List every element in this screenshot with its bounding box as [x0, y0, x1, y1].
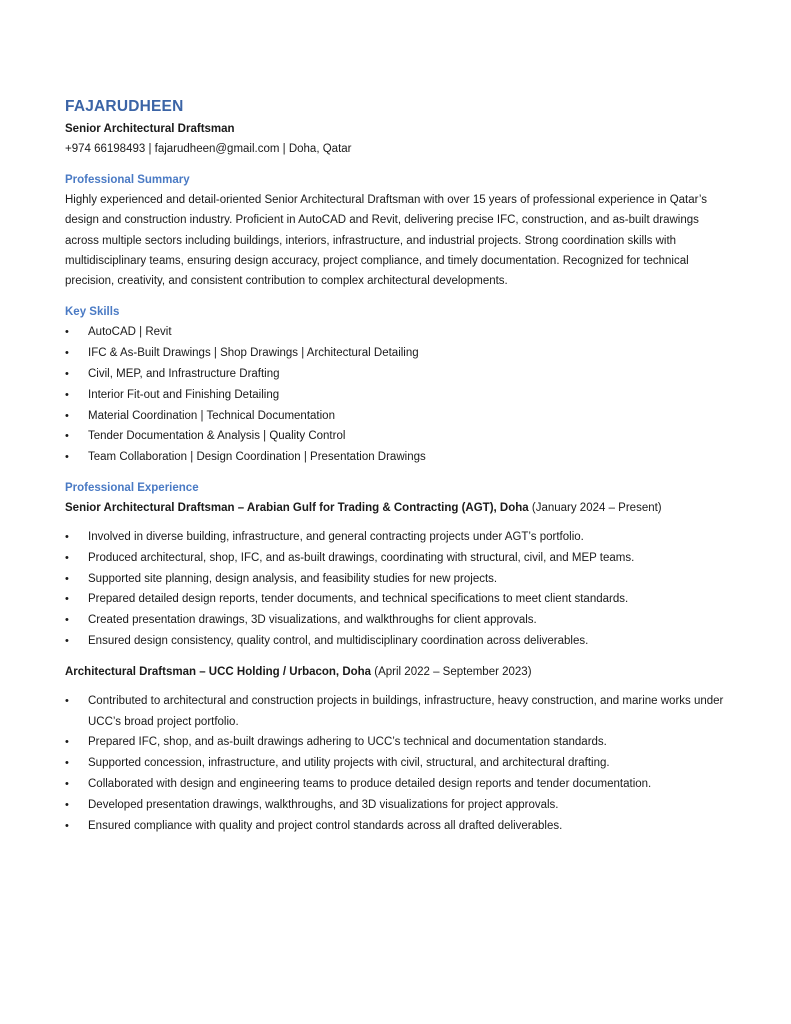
bullet-icon: •: [65, 635, 69, 648]
contact-line: +974 66198493 | fajarudheen@gmail.com | Doha, Qatar: [65, 143, 352, 155]
skills-list: [65, 322, 725, 468]
job-bullet-text: Contributed to architectural and construction projects in buildings, infrastructure, heavy construction, and marine works under UCC’s broad project portfolio.: [88, 694, 724, 728]
bullet-icon: •: [65, 798, 69, 811]
job-dates: (April 2022 – September 2023): [371, 665, 532, 678]
list-item: [65, 343, 725, 364]
bullet-icon: •: [65, 593, 69, 606]
job-role-company: Senior Architectural Draftsman – Arabian Gulf for Trading & Contracting (AGT), Doha: [65, 502, 529, 515]
skills-heading: Key Skills: [65, 306, 120, 319]
bullet-icon: •: [65, 614, 69, 627]
job-bullet-text: Involved in diverse building, infrastructure, and general contracting projects under AGT’s portfolio.: [88, 531, 584, 544]
bullet-icon: •: [65, 757, 69, 770]
bullet-icon: •: [65, 388, 69, 401]
bullet-icon: •: [65, 694, 69, 707]
job-role-company: Architectural Draftsman – UCC Holding / Urbacon, Doha: [65, 665, 372, 678]
job-heading-agt: [65, 498, 725, 518]
job-bullet-text: Prepared detailed design reports, tender documents, and technical specifications to meet client standards.: [88, 593, 629, 606]
summary-text: Highly experienced and detail-oriented Senior Architectural Draftsman with over 15 years of professional experience in Qatar’s design and construction industry. Proficient in AutoCAD and Revit, delivering precise IFC, construction, and as-built drawings across multiple sectors including buildings, interiors, infrastructure, and industrial projects. Strong coordination skills with multidisciplinary teams, ensuring design accuracy, project compliance, and timely documentation. Recognized for technical precision, creativity, and consistent contribution to complex architectural developments.: [65, 194, 707, 288]
job-bullets-ucc: [65, 691, 725, 837]
list-item: [65, 406, 725, 427]
bullet-icon: •: [65, 451, 69, 464]
job-heading-ucc: [65, 662, 725, 682]
bullet-icon: •: [65, 430, 69, 443]
skill-text: Tender Documentation & Analysis | Quality Control: [88, 430, 346, 443]
job-bullets-agt: [65, 527, 725, 652]
bullet-icon: •: [65, 778, 69, 791]
list-item: [65, 774, 725, 795]
list-item: [65, 610, 725, 631]
list-item: [65, 816, 725, 837]
candidate-name: FAJARUDHEEN: [65, 98, 184, 115]
skill-text: AutoCAD | Revit: [88, 326, 172, 339]
candidate-title: Senior Architectural Draftsman: [65, 123, 235, 135]
bullet-icon: •: [65, 409, 69, 422]
list-item: [65, 753, 725, 774]
list-item: [65, 364, 725, 385]
job-dates: (January 2024 – Present): [528, 502, 662, 515]
list-item: [65, 426, 725, 447]
job-bullet-text: Ensured compliance with quality and project control standards across all drafted deliverables.: [88, 819, 563, 832]
job-bullet-text: Ensured design consistency, quality control, and multidisciplinary coordination across deliverables.: [88, 635, 589, 648]
list-item: [65, 691, 725, 733]
list-item: [65, 569, 725, 590]
skill-text: IFC & As-Built Drawings | Shop Drawings | Architectural Detailing: [88, 347, 419, 360]
skill-text: Civil, MEP, and Infrastructure Drafting: [88, 368, 280, 381]
list-item: [65, 447, 725, 468]
job-bullet-text: Prepared IFC, shop, and as-built drawings adhering to UCC’s technical and documentation standards.: [88, 736, 607, 749]
job-bullet-text: Supported site planning, design analysis, and feasibility studies for new projects.: [88, 572, 498, 585]
skill-text: Team Collaboration | Design Coordination | Presentation Drawings: [88, 451, 426, 464]
list-item: [65, 732, 725, 753]
list-item: [65, 322, 725, 343]
skill-text: Material Coordination | Technical Documentation: [88, 409, 335, 422]
job-bullet-text: Collaborated with design and engineering teams to produce detailed design reports and tender documentation.: [88, 778, 652, 791]
job-bullet-text: Developed presentation drawings, walkthroughs, and 3D visualizations for project approvals.: [88, 798, 559, 811]
job-bullet-text: Produced architectural, shop, IFC, and as-built drawings, coordinating with structural, civil, and MEP teams.: [88, 551, 635, 564]
bullet-icon: •: [65, 326, 69, 339]
list-item: [65, 527, 725, 548]
bullet-icon: •: [65, 531, 69, 544]
bullet-icon: •: [65, 551, 69, 564]
experience-heading: Professional Experience: [65, 482, 199, 495]
bullet-icon: •: [65, 368, 69, 381]
job-bullet-text: Supported concession, infrastructure, and utility projects with civil, structural, and architectural drafting.: [88, 757, 610, 770]
bullet-icon: •: [65, 572, 69, 585]
bullet-icon: •: [65, 347, 69, 360]
list-item: [65, 589, 725, 610]
job-bullet-text: Created presentation drawings, 3D visualizations, and walkthroughs for client approvals.: [88, 614, 537, 627]
summary-heading: Professional Summary: [65, 174, 190, 186]
list-item: [65, 795, 725, 816]
list-item: [65, 385, 725, 406]
bullet-icon: •: [65, 819, 69, 832]
skill-text: Interior Fit-out and Finishing Detailing: [88, 388, 280, 401]
bullet-icon: •: [65, 736, 69, 749]
list-item: [65, 631, 725, 652]
list-item: [65, 548, 725, 569]
